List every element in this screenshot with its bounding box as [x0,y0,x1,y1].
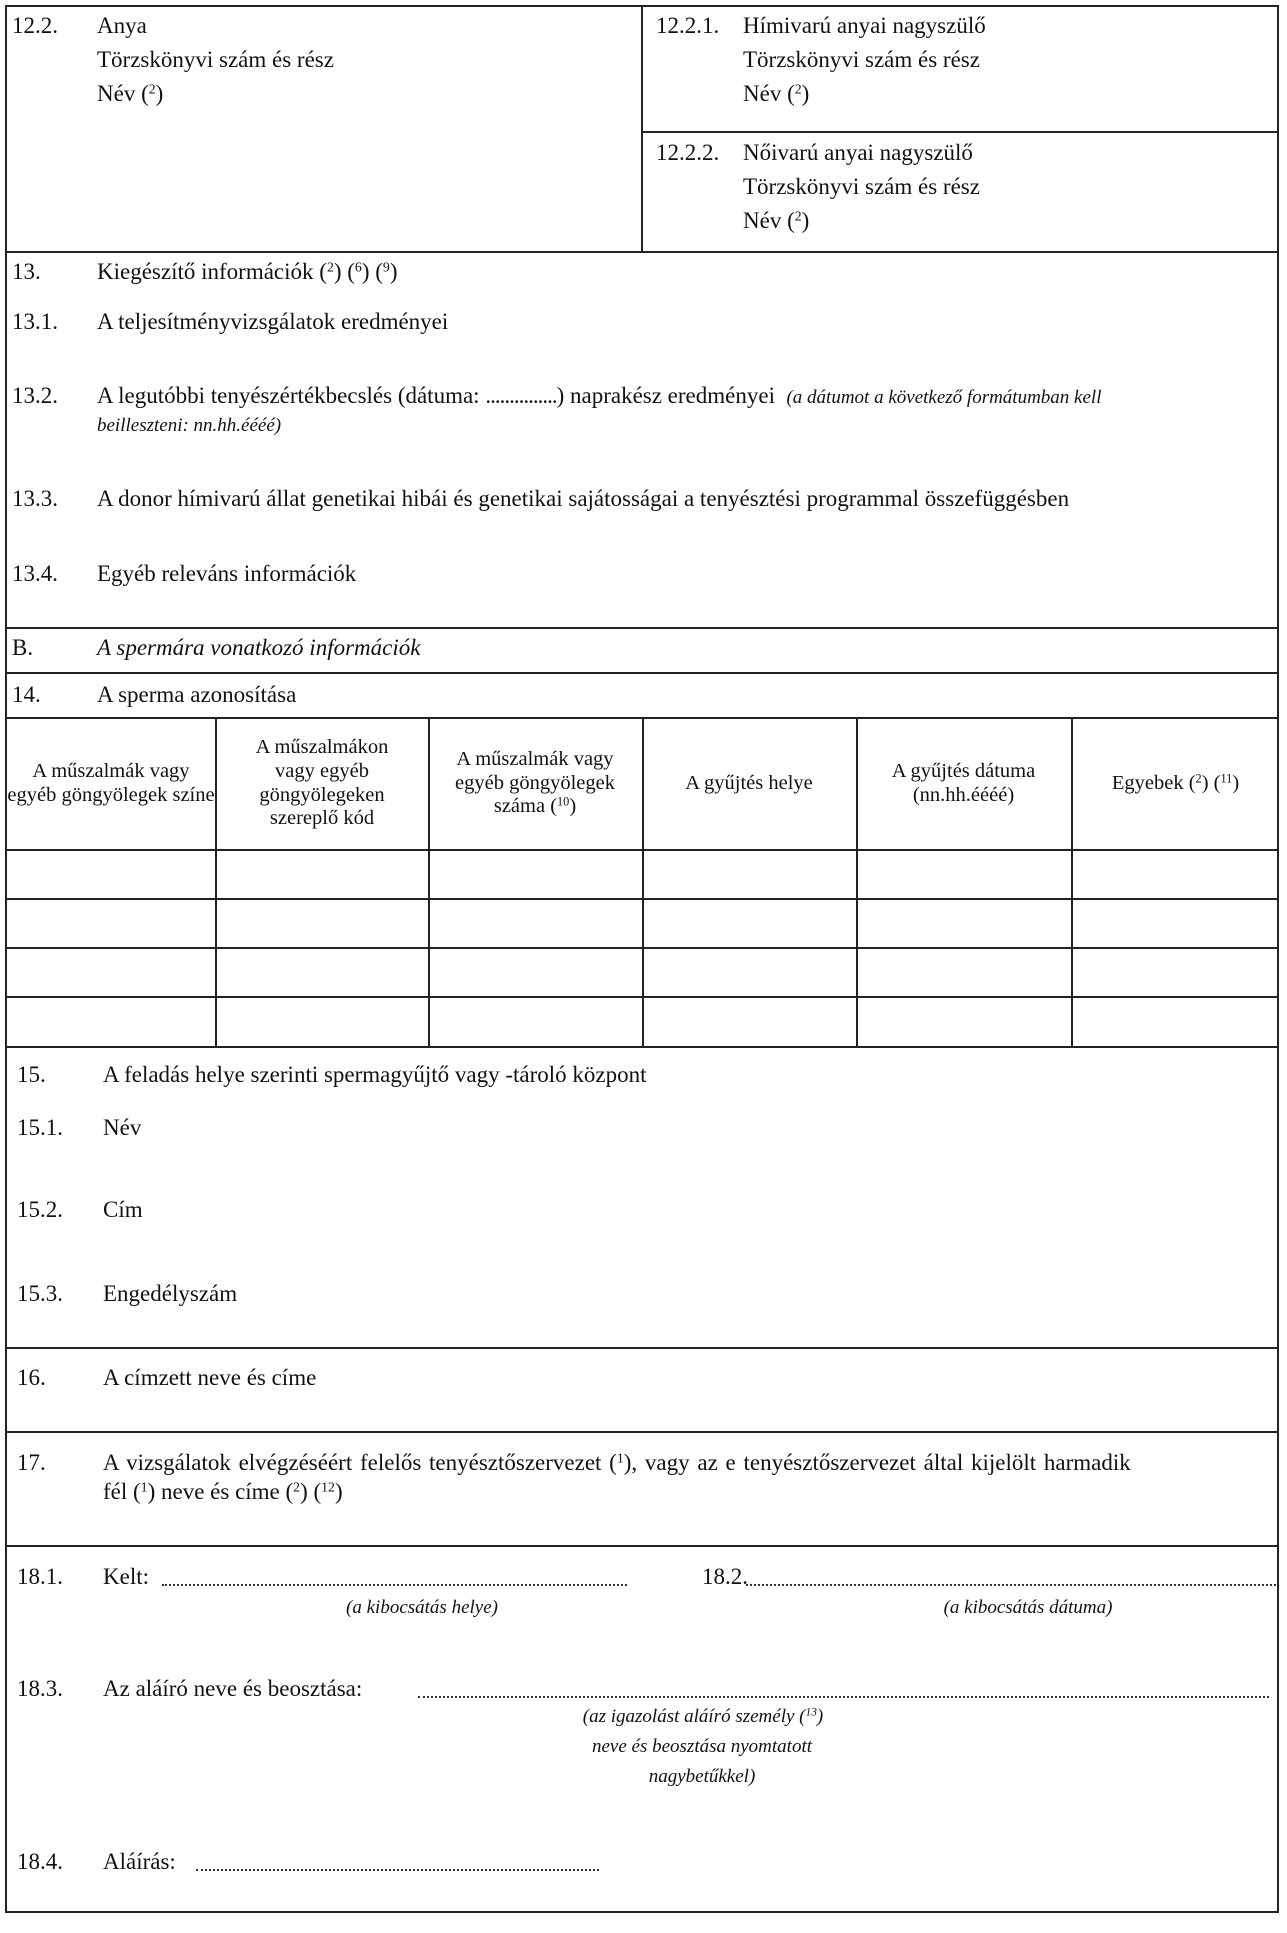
footnote-ref: 1 [140,1479,148,1495]
table-cell[interactable] [430,998,642,1045]
consignee-name-address-label: A címzett neve és címe [103,1365,317,1390]
table-cell[interactable] [7,998,215,1045]
date-of-issue-field[interactable] [746,1584,1276,1586]
genetic-evaluation-text: A legutóbbi tenyészértékbecslés (dátuma: [97,383,480,408]
footnote-ref: 2 [293,1479,301,1495]
signatory-caption-line2: neve és beosztása nyomtatott [591,1736,813,1757]
date-format-note: (a dátumot a következő formátumban kell [786,387,1102,408]
approval-number-label: Engedélyszám [103,1281,238,1306]
text-fragment: ) [334,1479,343,1504]
table-cell[interactable] [1073,900,1279,947]
testing-organisation-text-line2 [103,1480,343,1503]
semen-identification-heading: A sperma azonosítása [97,682,297,707]
name-label-text: Név [743,208,782,233]
table-cell[interactable] [430,900,642,947]
table-cell[interactable] [7,900,215,947]
table-cell[interactable] [217,851,428,898]
table-cell[interactable] [430,851,642,898]
testing-organisation-text-line1 [103,1451,1131,1474]
item-number: 13.2. [12,383,58,408]
section-17-bottom-divider [5,1545,1279,1547]
table-cell[interactable] [217,900,428,947]
item-number: 13.1. [12,309,58,334]
text-fragment: ) ( [300,1479,322,1504]
column-header-straw-colour [7,719,215,848]
footnote-ref: 12 [321,1479,335,1495]
section-number: 12.2. [12,13,58,38]
place-of-issue-field[interactable] [162,1584,627,1586]
table-cell[interactable] [858,949,1071,996]
date-placeholder-dots: ............... [485,383,557,408]
table-cell[interactable] [644,851,856,898]
table-cell[interactable] [644,949,856,996]
place-label: Kelt: [103,1564,149,1589]
table-cell[interactable] [7,949,215,996]
footnote-ref: 9 [382,259,390,275]
column-header-text: Egyebek ($^2$) ($^{11}$) [1111,770,1240,794]
place-of-issue-caption: (a kibocsátás helye) [346,1597,498,1618]
table-cell[interactable] [217,949,428,996]
section-title: Anya [97,13,147,38]
section-title: Kiegészítő információk ($^2$) ($^6$) ($^9$) [97,259,398,284]
footnote-ref: 6 [354,259,362,275]
table-cell[interactable] [1073,949,1279,996]
table-cell[interactable] [858,900,1071,947]
column-header-label: A műszalmák vagy egyéb göngyölegek száma [455,748,615,818]
herdbook-number-label: Törzskönyvi szám és rész [743,174,980,199]
date-of-issue-caption: (a kibocsátás dátuma) [943,1597,1113,1618]
table-cell[interactable] [430,949,642,996]
table-cell[interactable] [7,851,215,898]
signature-label: Aláírás: [103,1849,176,1874]
footnote-ref: 10 [557,794,570,809]
text-fragment: ) [816,1706,824,1727]
table-cell[interactable] [644,900,856,947]
table-cell[interactable] [217,998,428,1045]
semen-info-heading: A spermára vonatkozó információk [97,635,421,660]
footnote-ref: 1 [616,1450,624,1466]
section-number: 12.2.2. [656,140,720,165]
column-header-straw-code [217,719,427,848]
item-number: 15.3. [17,1281,63,1306]
name-label-text: Név [97,81,136,106]
section-15-bottom-divider [5,1347,1279,1349]
text-fragment: ), vagy az e tenyésztőszervezet által kijelölt harmadik [623,1450,1131,1475]
column-header-text: A gyűjtés helye [685,771,813,794]
table-cell[interactable] [1073,998,1279,1045]
item-number: 13.3. [12,486,58,511]
column-header-label: Egyebek [1111,771,1184,794]
centre-address-label: Cím [103,1197,143,1222]
section-12-bottom-divider [5,251,1279,253]
signatory-caption-line3: nagybetűkkel) [648,1766,756,1787]
column-header-collection-date [857,719,1070,848]
grandparent-divider [641,131,1279,133]
section-title-text: Kiegészítő információk [97,259,314,284]
signatory-caption-line1 [583,1707,823,1726]
footnote-ref: 2 [794,208,802,224]
column-header-other [1072,719,1279,848]
section-b-bottom-divider [5,672,1279,674]
signature-field[interactable] [196,1869,599,1871]
section-title: A feladás helye szerinti spermagyűjtő vagy -tároló központ [103,1062,647,1087]
section-number: 17. [17,1450,46,1475]
section-16-bottom-divider [5,1431,1279,1433]
column-header-straw-count [429,719,641,848]
table-cell[interactable] [858,851,1071,898]
centre-name-label: Név [103,1115,142,1140]
performance-test-results-label: A teljesítményvizsgálatok eredményei [97,309,449,334]
item-number: 15.1. [17,1115,63,1140]
section-title: Nőivarú anyai nagyszülő [743,140,973,165]
text-fragment: fél ( [103,1479,141,1504]
name-label: Név ($^2$) [743,208,810,233]
column-header-text: A műszalmák vagy egyéb göngyölegek színe [7,759,215,806]
text-fragment: A vizsgálatok elvégzéséért felelős tenyésztőszervezet ( [103,1450,617,1475]
column-header-text: A műszalmákon vagy egyéb göngyölegeken szereplő kód [255,736,389,830]
footnote-ref: 2 [1195,770,1202,785]
item-number: 13.4. [12,561,58,586]
table-cell[interactable] [1073,851,1279,898]
column-header-text: A gyűjtés dátuma (nn.hh.éééé) [891,759,1036,806]
name-label-text: Név [743,81,782,106]
genetic-evaluation-text-after: ) naprakész eredményei [556,383,775,408]
genetic-defects-label: A donor hímivarú állat genetikai hibái és genetikai sajátosságai a tenyésztési programmal összefüggésben [97,486,1070,511]
footnote-ref: 2 [148,81,156,97]
item-number: 18.1. [17,1564,63,1589]
footnote-ref: 13 [805,1706,817,1719]
footnote-ref: 11 [1220,770,1233,785]
column-header-text: A műszalmák vagy egyéb göngyölegek száma ($^{10}$) [455,748,615,818]
item-number: 15.2. [17,1197,63,1222]
table-bottom-border [5,1046,1279,1048]
table-cell[interactable] [644,998,856,1045]
genetic-evaluation-label [97,384,1101,407]
date-format-note-continued: beilleszteni: nn.hh.éééé) [97,415,282,436]
section-title: Hímivarú anyai nagyszülő [743,13,986,38]
herdbook-number-label: Törzskönyvi szám és rész [97,47,334,72]
section-number: 12.2.1. [656,13,720,38]
section-number: 16. [17,1365,46,1390]
other-relevant-info-label: Egyéb releváns információk [97,561,357,586]
section-number: 13. [12,259,41,284]
item-number: 18.3. [17,1676,63,1701]
table-cell[interactable] [858,998,1071,1045]
column-header-collection-place [643,719,855,848]
item-number: 18.4. [17,1849,63,1874]
section-number: 14. [12,682,41,707]
footnote-ref: 2 [794,81,802,97]
signatory-name-label: Az aláíró neve és beosztása: [103,1676,363,1701]
name-label: Név ($^2$) [743,81,810,106]
top-column-divider [641,5,643,251]
signatory-name-field[interactable] [418,1696,1269,1698]
text-fragment: (az igazolást aláíró személy ( [582,1706,806,1727]
section-number: 15. [17,1062,46,1087]
footnote-ref: 2 [326,259,334,275]
name-label: Név ($^2$) [97,81,164,106]
item-number: 18.2. [702,1564,748,1589]
section-13-bottom-divider [5,627,1279,629]
text-fragment: ) neve és címe ( [147,1479,294,1504]
herdbook-number-label: Törzskönyvi szám és rész [743,47,980,72]
section-number: B. [12,635,34,660]
